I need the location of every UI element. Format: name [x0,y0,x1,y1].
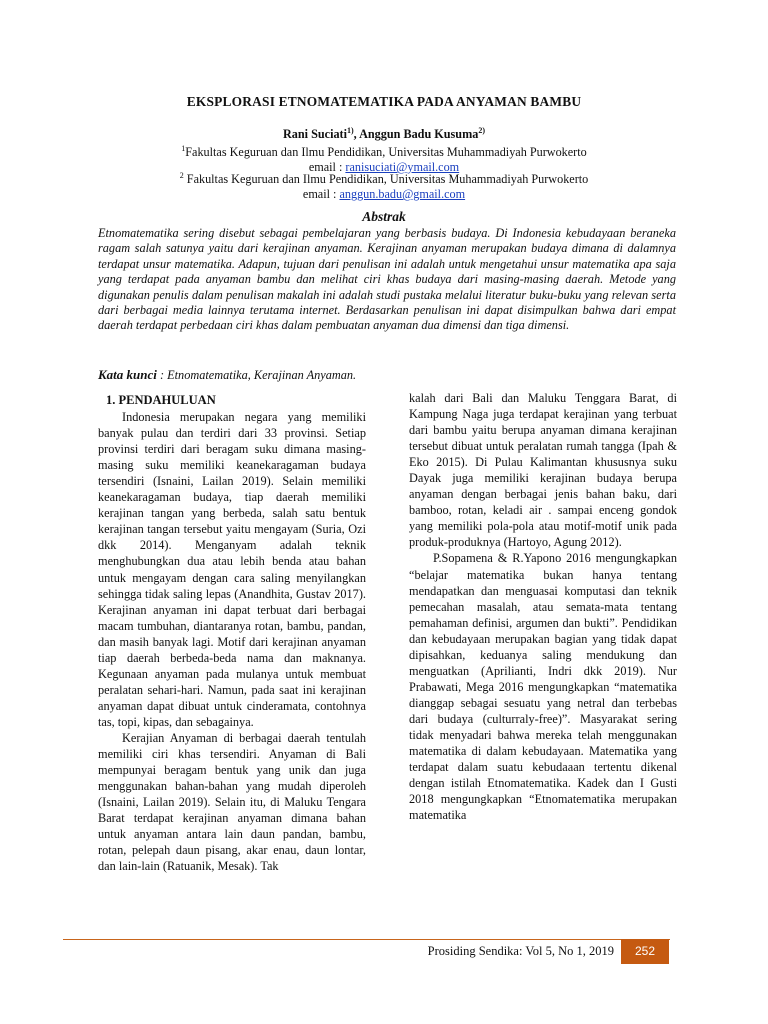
author-mark: 1) [347,126,354,135]
email-label: email : [308,160,346,175]
affiliation-mark: 1 [181,144,186,153]
right-column [409,390,677,823]
email-link[interactable]: anggun.badu@gmail.com [339,187,466,202]
body-paragraph: kalah dari Bali dan Maluku Tenggara Barat, di Kampung Naga juga terdapat kerajinan yang terbuat dari bambu yaitu berupa anyaman dimana kerajinan tersebut dibuat untuk peralatan rumah tangga (Ipah & Eko 2015). Di Pulau Kalimantan khususnya suku Dayak juga memiliki kerajinan budaya berupa anyaman dengan berbagai jenis bahan baku, dari bamboo, rotan, keladi air . sampai enceng gondok yang memiliki pola-pola atau motif-motif unik pada produk-produknya (Hartoyo, Agung 2012). [409,391,677,550]
keywords [98,367,676,383]
abstract-heading: Abstrak [362,209,406,224]
body-paragraph: P.Sopamena & R.Yapono 2016 mengungkapkan “belajar matematika bukan hanya tentang mendapatkan dan menguasai komputasi dan teknik pemecahan masalah, atau semata-mata tentang pemahaman definisi, argumen dan bukti”. Pendidikan dan kebudayaan merupakan bagian yang tidak dapat dipisahkan, keduanya saling mendukung dan menguatkan (Aprilianti, Indri dkk 2019). Nur Prabawati, Mega 2016 mengungkapkan “matematika dianggap sebagai sesuatu yang netral dan terbebas dari budaya (culturraly-free)”. Masyarakat sering tidak menyadari bahwa mereka telah menggunakan matematika di dalam kebudayaan. Matematika yang terdapat dalam suatu kebudaaan tertentu dikenal dengan istilah Etnomatematika. Kadek dan I Gusti 2018 mengungkapkan “Etnomatematika merupakan matematika [409,551,677,823]
footer-rule [63,939,670,940]
body-paragraph: Indonesia merupakan negara yang memiliki banyak pulau dan terdiri dari 33 provinsi. Setiap provinsi terdiri dari beragam suku dimana masing-masing suku memiliki keanekaragaman budaya tersendiri (Isnaini, Lailan 2019). Selain memiliki keanekaragaman budaya, tiap daerah memiliki kerajinan tangan yang berbeda, salah satu bentuk kerajinan tangan tersebut yaitu mengayam (Suria, Ozi dkk 2014). Menganyam adalah teknik menghubungkan dua atau lebih benda atau bahan untuk mengayam dengan cara saling menyilangkan sehingga tidak saling lepas (Anandhita, Gustav 2017). Kerajinan anyaman ini dapat terbuat dari berbagai macam tumbuhan, diantaranya rotan, bambu, pandan, dan masih banyak lagi. Motif dari kerajinan anyaman tiap daerah berbeda-beda nama dan maknanya. Kegunaan anyaman pada mulanya untuk membuat peralatan sehari-hari. Namun, pada saat ini kerajinan anyaman dapat dibuat untuk cinderamata, contohnya tas, topi, kipas, dan sebagainya. [98,410,366,729]
section-heading: 1. PENDAHULUAN [106,393,216,407]
author-name: Rani Suciati [283,127,347,142]
affiliation-2 [0,168,768,202]
page-number: 252 [621,939,669,964]
keywords-text: : Etnomatematika, Kerajinan Anyaman. [156,368,357,382]
paper-title: EKSPLORASI ETNOMATEMATIKA PADA ANYAMAN BAMBU [186,94,582,109]
abstract-text: Etnomatematika sering disebut sebagai pembelajaran yang berbasis budaya. Di Indonesia kebudayaan beraneka ragam salah satunya yaitu dari kerajinan anyaman. Kerajinan anyaman merupakan budaya dimana di dalamnya terdapat unsur matematika. Adapun, tujuan dari penulisan ini adalah untuk mengetahui unsur matematika apa saja yang terdapat pada anyaman bambu dan melihat ciri khas budaya dari masing-masing daerah. Metode yang digunakan penulis dalam penulisan makalah ini adalah studi pustaka melalui literatur buku-buku yang relevan serta dari berbagai media lainnya terutama internet. Berdasarkan penulisan ini dapat disimpulkan bahwa dari empat daerah terdapat perbedaan ciri khas dalam pembuatan anyaman dua dimensi dan tiga dimensi. [98,226,676,333]
email-link[interactable]: ranisuciati@ymail.com [345,160,460,175]
left-column [98,392,366,874]
footer-journal: Prosiding Sendika: Vol 5, No 1, 2019 [427,944,614,958]
keywords-label: Kata kunci [98,367,157,382]
body-paragraph: Kerajian Anyaman di berbagai daerah tentulah memiliki ciri khas tersendiri. Anyaman di Bali mempunyai beragam bentuk yang unik dan juga menggunakan bahan-bahan yang mudah diperoleh (Isnaini, Lailan 2019). Selain itu, di Maluku Tengara Barat terdapat kerajinan anyaman dimana bahan untuk anyaman antara lain daun pandan, bambu, rotan, pelepah daun pisang, akar enau, daun lontar, dan lain-lain (Ratuanik, Mesak). Tak [98,730,366,874]
author-separator: , [353,127,360,142]
affiliation-mark: 2 [179,171,184,180]
author-name: Anggun Badu Kusuma [359,127,479,142]
email-label: email : [302,187,340,202]
affiliation-text: Fakultas Keguruan dan Ilmu Pendidikan, Universitas Muhammadiyah Purwokerto [185,145,587,160]
affiliation-text: Fakultas Keguruan dan Ilmu Pendidikan, Universitas Muhammadiyah Purwokerto [183,172,589,187]
author-mark: 2) [478,126,485,135]
author-line [0,126,768,142]
